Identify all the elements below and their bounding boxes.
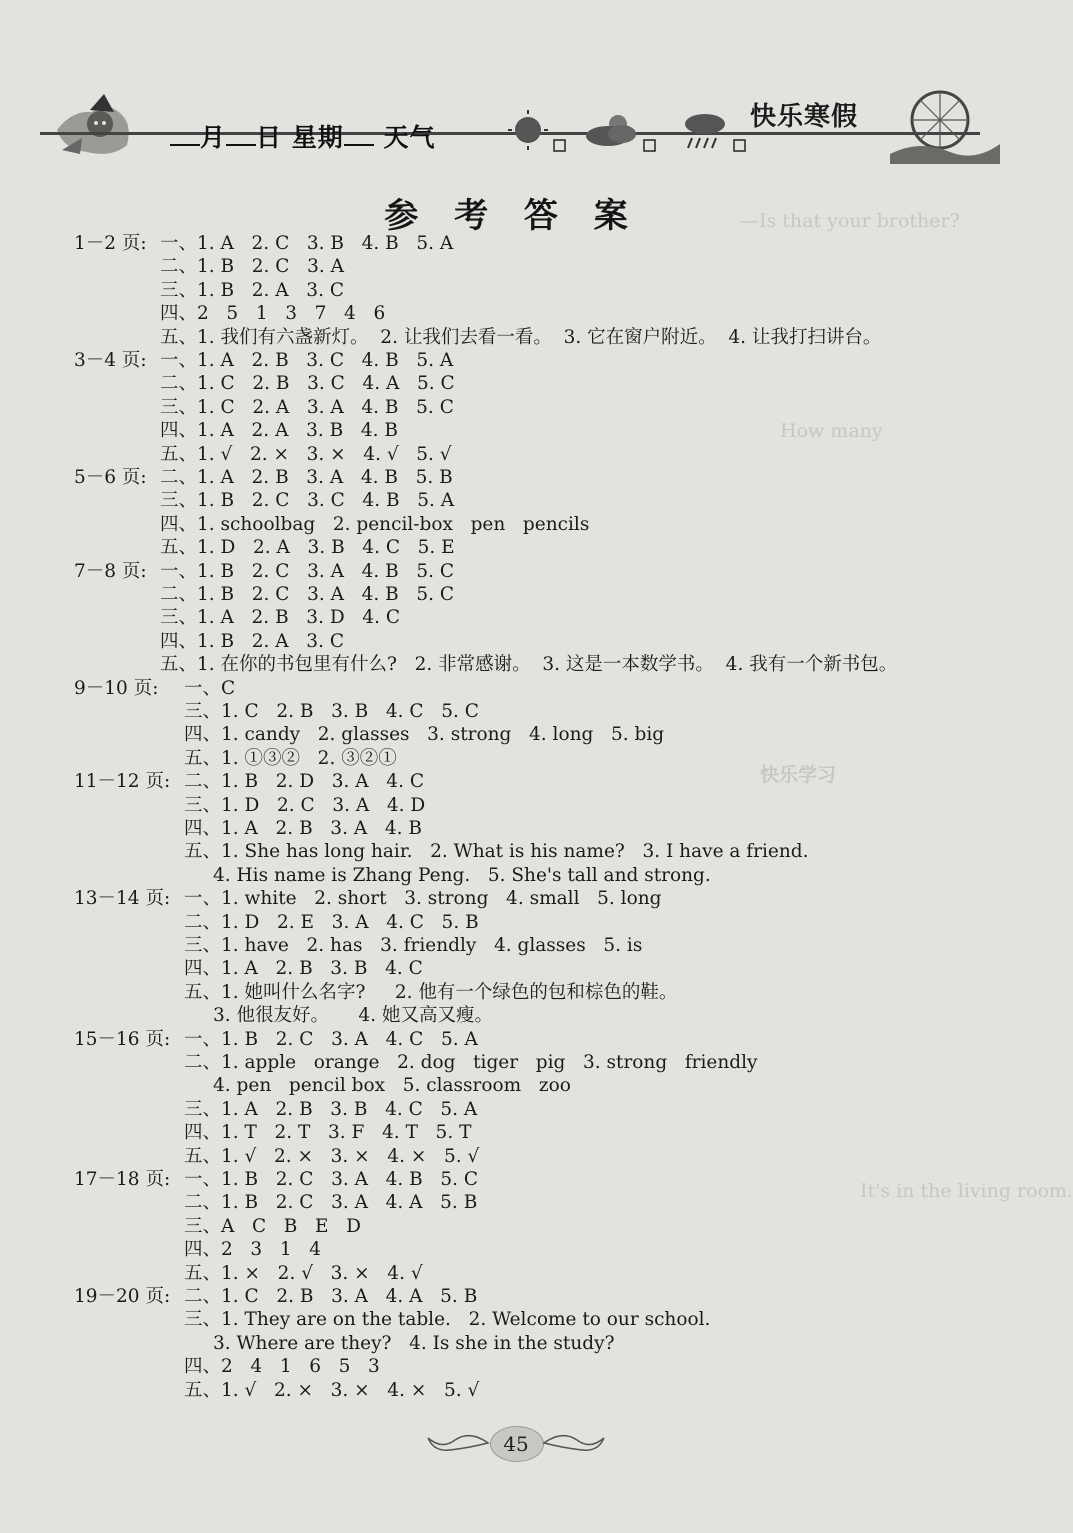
page-range-label: 11－12 页:: [74, 771, 171, 793]
answer-row: 四、1. A 2. A 3. B 4. B: [160, 420, 398, 442]
answer-row: 三、1. A 2. B 3. B 4. C 5. A: [184, 1098, 478, 1120]
answer-row: 二、1. B 2. D 3. A 4. C: [184, 771, 424, 793]
date-weather-line: [170, 118, 436, 154]
answer-row: 四、1. B 2. A 3. C: [160, 630, 344, 652]
answer-row: 五、1. ①③② 2. ③②①: [184, 747, 397, 769]
answer-row: 二、1. A 2. B 3. A 4. B 5. B: [160, 467, 453, 488]
answer-row: 三、1. C 2. A 3. A 4. B 5. C: [160, 396, 454, 418]
answer-row: 一、1. B 2. C 3. A 4. B 5. C: [184, 1169, 479, 1190]
answer-row: 二、1. D 2. E 3. A 4. C 5. B: [184, 911, 479, 933]
answer-row: 三、A C B E D: [184, 1215, 362, 1237]
answer-row: 一、1. A 2. B 3. C 4. B 5. A: [160, 350, 454, 371]
page-range-label: 19－20 页:: [74, 1286, 171, 1307]
answer-row: 三、1. B 2. C 3. C 4. B 5. A: [160, 490, 455, 512]
page-range-label: 9－10 页:: [74, 677, 159, 699]
answer-row: 一、C: [184, 677, 236, 699]
answer-row: 三、1. B 2. A 3. C: [160, 279, 344, 301]
answer-row: 二、1. C 2. B 3. C 4. A 5. C: [160, 373, 455, 395]
answer-row: 4. pen pencil box 5. classroom zoo: [213, 1075, 571, 1097]
answer-row: 五、1. √ 2. × 3. × 4. × 5. √: [184, 1145, 480, 1167]
page-footer: [0, 1420, 1024, 1470]
answer-row: 五、1. 我们有六盏新灯。 2. 让我们去看一看。 3. 它在窗户附近。 4. 让我打扫讲台。: [160, 326, 882, 348]
answer-row: 四、1. schoolbag 2. pencil-box pen pencils: [160, 513, 590, 535]
month-label: 月: [200, 123, 227, 152]
answer-row: 四、1. candy 2. glasses 3. strong 4. long 5. big: [184, 724, 665, 746]
page-title: 参 考 答 案: [384, 196, 640, 236]
answer-row: 4. His name is Zhang Peng. 5. She's tall and strong.: [213, 864, 711, 886]
kid-cartoon-icon: [52, 90, 152, 160]
answer-row: 3. Where are they? 4. Is she in the study?: [213, 1332, 615, 1354]
weekday-label: 星期: [291, 123, 344, 152]
answer-row: 五、1. √ 2. × 3. × 4. × 5. √: [184, 1379, 480, 1401]
answer-row: 五、1. √ 2. × 3. × 4. √ 5. √: [160, 443, 452, 465]
weather-label: 天气: [383, 123, 436, 152]
answer-row: 四、2 5 1 3 7 4 6: [160, 303, 386, 325]
answer-row: 四、1. A 2. B 3. B 4. C: [184, 958, 423, 980]
page-range-label: 15－16 页:: [74, 1028, 171, 1050]
answer-row: 二、1. apple orange 2. dog tiger pig 3. strong friendly: [184, 1052, 758, 1073]
answer-row: 二、1. C 2. B 3. A 4. A 5. B: [184, 1286, 478, 1307]
answer-row: 一、1. B 2. C 3. A 4. B 5. C: [160, 560, 455, 582]
answer-row: 五、1. She has long hair. 2. What is his name? 3. I have a friend.: [184, 841, 809, 863]
answer-row: 一、1. B 2. C 3. A 4. C 5. A: [184, 1028, 478, 1050]
answer-row: 四、1. A 2. B 3. A 4. B: [184, 818, 422, 839]
weather-icons: [510, 108, 790, 162]
brand-title: 快乐寒假: [750, 102, 859, 132]
page-range-label: 5－6 页:: [74, 467, 147, 488]
left-ornament-icon: [420, 1428, 490, 1458]
answer-row: 三、1. have 2. has 3. friendly 4. glasses 5. is: [184, 935, 643, 956]
page-range-label: 1－2 页:: [74, 233, 147, 254]
page-range-label: 17－18 页:: [74, 1169, 171, 1190]
header-banner: [40, 84, 1000, 164]
answer-row: 二、1. B 2. C 3. A: [160, 256, 344, 278]
answer-row: 五、1. D 2. A 3. B 4. C 5. E: [160, 537, 455, 559]
page-range-label: 13－14 页:: [74, 888, 171, 910]
answer-row: 二、1. B 2. C 3. A 4. A 5. B: [184, 1192, 478, 1214]
day-label: 日: [256, 123, 283, 152]
answer-row: 四、1. T 2. T 3. F 4. T 5. T: [184, 1122, 472, 1144]
answer-row: 一、1. white 2. short 3. strong 4. small 5. long: [184, 888, 662, 910]
page-range-label: 7－8 页:: [74, 560, 147, 582]
cloud-sun-icon: [586, 115, 636, 146]
answer-row: 三、1. C 2. B 3. B 4. C 5. C: [184, 701, 479, 722]
page-number: 45: [503, 1432, 529, 1456]
answer-list: [0, 230, 1024, 1410]
answer-row: 三、1. They are on the table. 2. Welcome to our school.: [184, 1309, 711, 1331]
answer-row: 3. 他很友好。 4. 她又高又瘦。: [213, 1005, 493, 1027]
answer-row: 一、1. A 2. C 3. B 4. B 5. A: [160, 233, 454, 254]
right-ornament-icon: [542, 1428, 612, 1458]
wheel-icon: [890, 84, 1000, 164]
answer-row: 四、2 3 1 4: [184, 1239, 322, 1261]
answer-row: 三、1. A 2. B 3. D 4. C: [160, 607, 400, 629]
answer-row: 三、1. D 2. C 3. A 4. D: [184, 794, 426, 816]
answer-row: 五、1. 在你的书包里有什么? 2. 非常感谢。 3. 这是一本数学书。 4. 我有一个新书包。: [160, 654, 898, 676]
answer-row: 二、1. B 2. C 3. A 4. B 5. C: [160, 584, 455, 605]
answer-row: 五、1. 她叫什么名字? 2. 他有一个绿色的包和棕色的鞋。: [184, 981, 678, 1003]
answer-row: 五、1. × 2. √ 3. × 4. √: [184, 1262, 423, 1284]
page-range-label: 3－4 页:: [74, 350, 147, 371]
answer-row: 四、2 4 1 6 5 3: [184, 1356, 380, 1378]
rain-cloud-icon: [685, 114, 725, 148]
sun-icon: [508, 110, 548, 150]
